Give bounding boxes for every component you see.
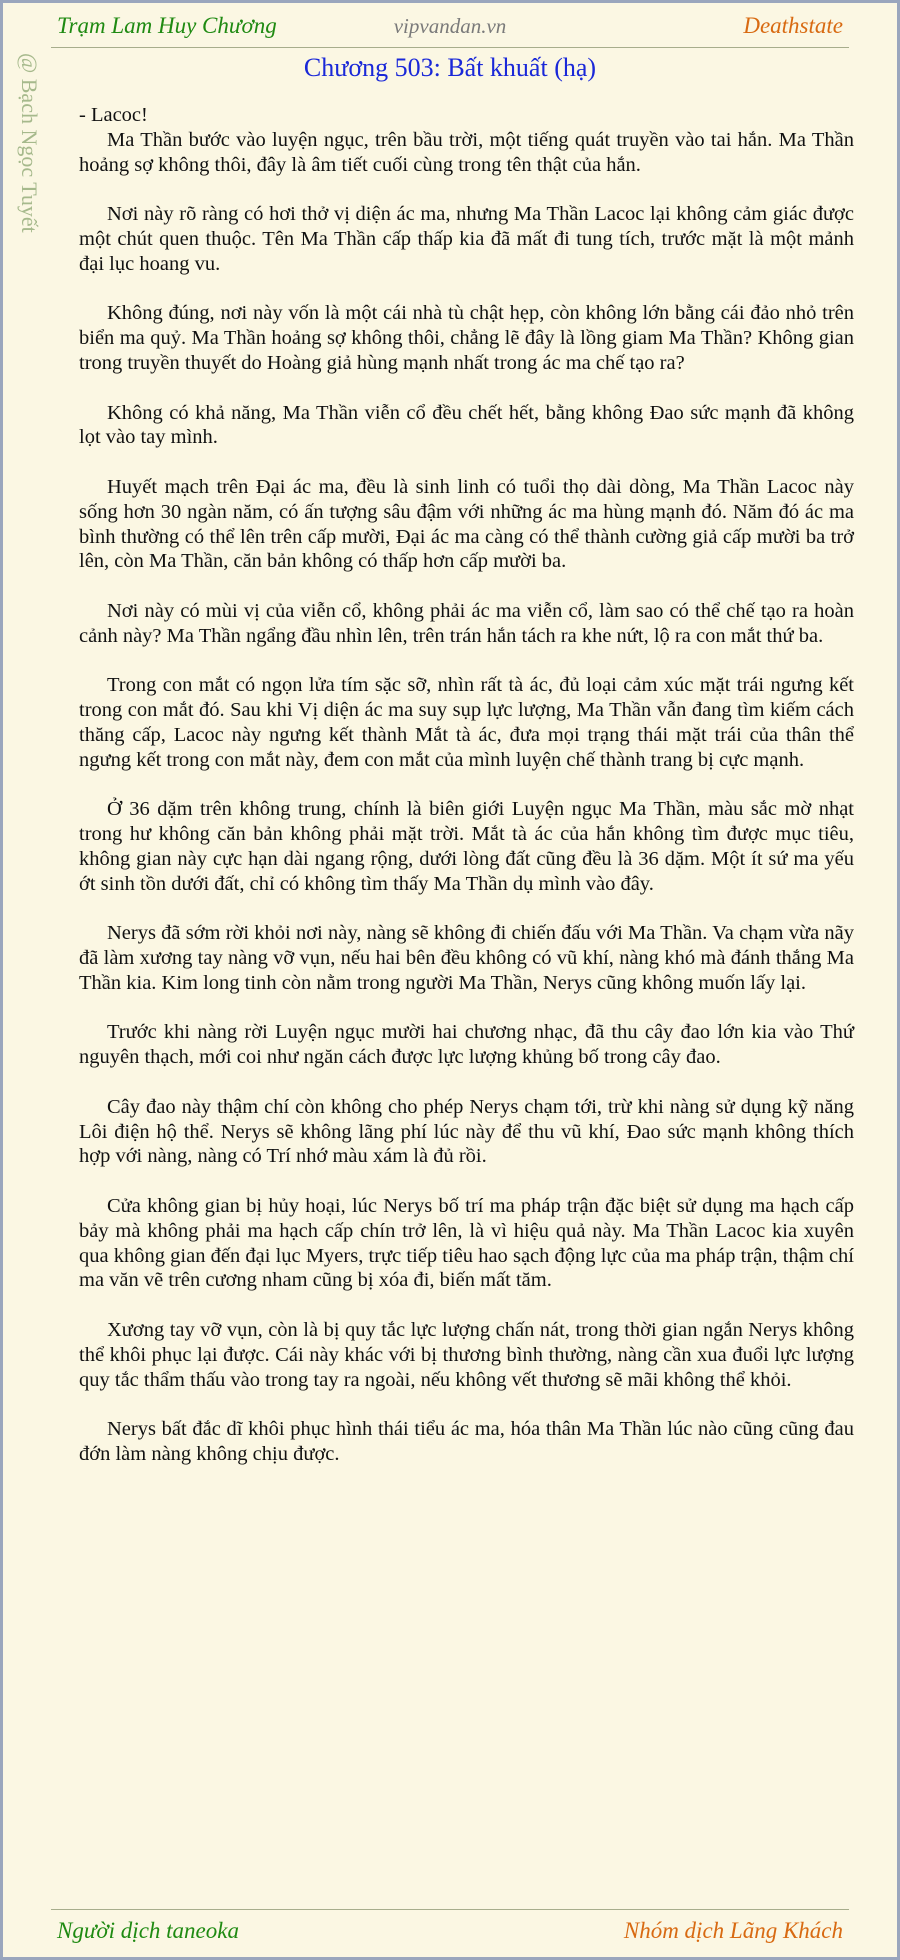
paragraph: Ở 36 dặm trên không trung, chính là biên giới Luyện ngục Ma Thần, màu sắc mờ nhạt trong hư không căn bản không phải mặt trời. Mắt tà ác của hắn không tìm được mục tiêu, không gian này cực hạn dài ngang rộng, dưới lòng đất cũng đều là 36 dặm. Một ít sứ ma yếu ớt sinh tồn dưới đất, chỉ có không tìm thấy Ma Thần dụ mình vào đây. [79,798,854,895]
header-site-name: Trạm Lam Huy Chương [57,13,277,38]
paragraph: Huyết mạch trên Đại ác ma, đều là sinh linh có tuổi thọ dài dòng, Ma Thần Lacoc này sống hơn 30 ngàn năm, có ấn tượng sâu đậm với những ác ma hùng mạnh đó. Năm đó ác ma bình thường có thể lên trên cấp mười, Đại ác ma càng có thể thành cường giả cấp mười ba trở lên, còn Ma Thần, căn bản không có thấp hơn cấp mười ba. [79,475,854,573]
header-website[interactable]: vipvandan.vn [393,14,507,38]
chapter-content [79,103,854,1492]
paragraph: Nơi này có mùi vị của viễn cổ, không phải ác ma viễn cổ, làm sao có thể chế tạo ra hoàn cảnh này? Ma Thần ngẩng đầu nhìn lên, trên trán hắn tách ra khe nứt, lộ ra con mắt thứ ba. [79,599,854,647]
paragraph: Xương tay vỡ vụn, còn là bị quy tắc lực lượng chấn nát, trong thời gian ngắn Nerys không thể khôi phục lại được. Cái này khác với bị thương bình thường, nàng cần xua đuổi lực lượng quy tắc thẩm thấu vào trong tay ra ngoài, nếu không vết thương sẽ mãi không thể khỏi. [79,1319,854,1391]
page-footer [55,1918,845,1952]
chapter-title: Chương 503: Bất khuất (hạ) [303,53,597,82]
paragraph: Cửa không gian bị hủy hoại, lúc Nerys bố trí ma pháp trận đặc biệt sử dụng ma hạch cấp bảy mà không phải ma hạch cấp chín trở lên, là vì hiệu quả này. Ma Thần Lacoc kia xuyên qua không gian đến đại lục Myers, trực tiếp tiêu hao sạch động lực của ma pháp trận, thậm chí ma văn vẽ trên cương nham cũng bị xóa đi, biến mất tăm. [79,1195,854,1292]
footer-divider [51,1909,849,1910]
header-divider [51,47,849,48]
paragraph: Trong con mắt có ngọn lửa tím sặc sỡ, nhìn rất tà ác, đủ loại cảm xúc mặt trái ngưng kết trong con mắt đó. Sau khi Vị diện ác ma suy sụp lực lượng, Ma Thần vẫn đang tìm kiếm cách thăng cấp, Lacoc này ngưng kết thành Mắt tà ác, đưa mọi trạng thái mặt trái của thân thể ngưng kết trong con mắt này, đem con mắt của mình luyện chế thành trang bị cực mạnh. [79,674,854,771]
sidebar-watermark [13,53,45,313]
header-book-title: Deathstate [743,13,843,38]
page-header [55,11,845,45]
footer-translator: Người dịch taneoka [57,1918,239,1943]
paragraph: Cây đao này thậm chí còn không cho phép Nerys chạm tới, trừ khi nàng sử dụng kỹ năng Lôi điện hộ thể. Nerys sẽ không lãng phí lúc này để thu vũ khí, Đao sức mạnh không thích hợp với nàng, nàng có Trí nhớ màu xám là đủ rồi. [79,1095,854,1168]
paragraph: Trước khi nàng rời Luyện ngục mười hai chương nhạc, đã thu cây đao lớn kia vào Thứ nguyên thạch, mới coi như ngăn cách được lực lượng khủng bố trong cây đao. [79,1021,854,1069]
paragraph: Không đúng, nơi này vốn là một cái nhà tù chật hẹp, còn không lớn bằng cái đảo nhỏ trên biển ma quỷ. Ma Thần hoảng sợ không thôi, chẳng lẽ đây là lồng giam Ma Thần? Không gian trong truyền thuyết do Hoàng giả hùng mạnh nhất trong ác ma chế tạo ra? [79,302,854,374]
paragraph: Nerys đã sớm rời khỏi nơi này, nàng sẽ không đi chiến đấu với Ma Thần. Va chạm vừa nãy đã làm xương tay nàng vỡ vụn, nếu hai bên đều không có vũ khí, nàng khó mà đánh thắng Ma Thần kia. Kim long tinh còn nằm trong người Ma Thần, Nerys cũng không muốn lấy lại. [79,922,854,994]
paragraph: Nerys bất đắc dĩ khôi phục hình thái tiểu ác ma, hóa thân Ma Thần lúc nào cũng cũng đau đớn làm nàng không chịu được. [79,1418,854,1466]
paragraph: Nơi này rõ ràng có hơi thở vị diện ác ma, nhưng Ma Thần Lacoc lại không cảm giác được một chút quen thuộc. Tên Ma Thần cấp thấp kia đã mất đi tung tích, trước mặt là một mảnh đại lục hoang vu. [79,203,854,275]
paragraph: Không có khả năng, Ma Thần viễn cổ đều chết hết, bằng không Đao sức mạnh đã không lọt vào tay mình. [79,401,854,449]
paragraph: - Lacoc! [79,104,148,126]
watermark-text: @ Bạch Ngọc Tuyết [17,53,42,233]
footer-group: Nhóm dịch Lãng Khách [623,1918,843,1943]
paragraph: Ma Thần bước vào luyện ngục, trên bầu trời, một tiếng quát truyền vào tai hắn. Ma Thần hoảng sợ không thôi, đây là âm tiết cuối cùng trong tên thật của hắn. [79,128,854,176]
